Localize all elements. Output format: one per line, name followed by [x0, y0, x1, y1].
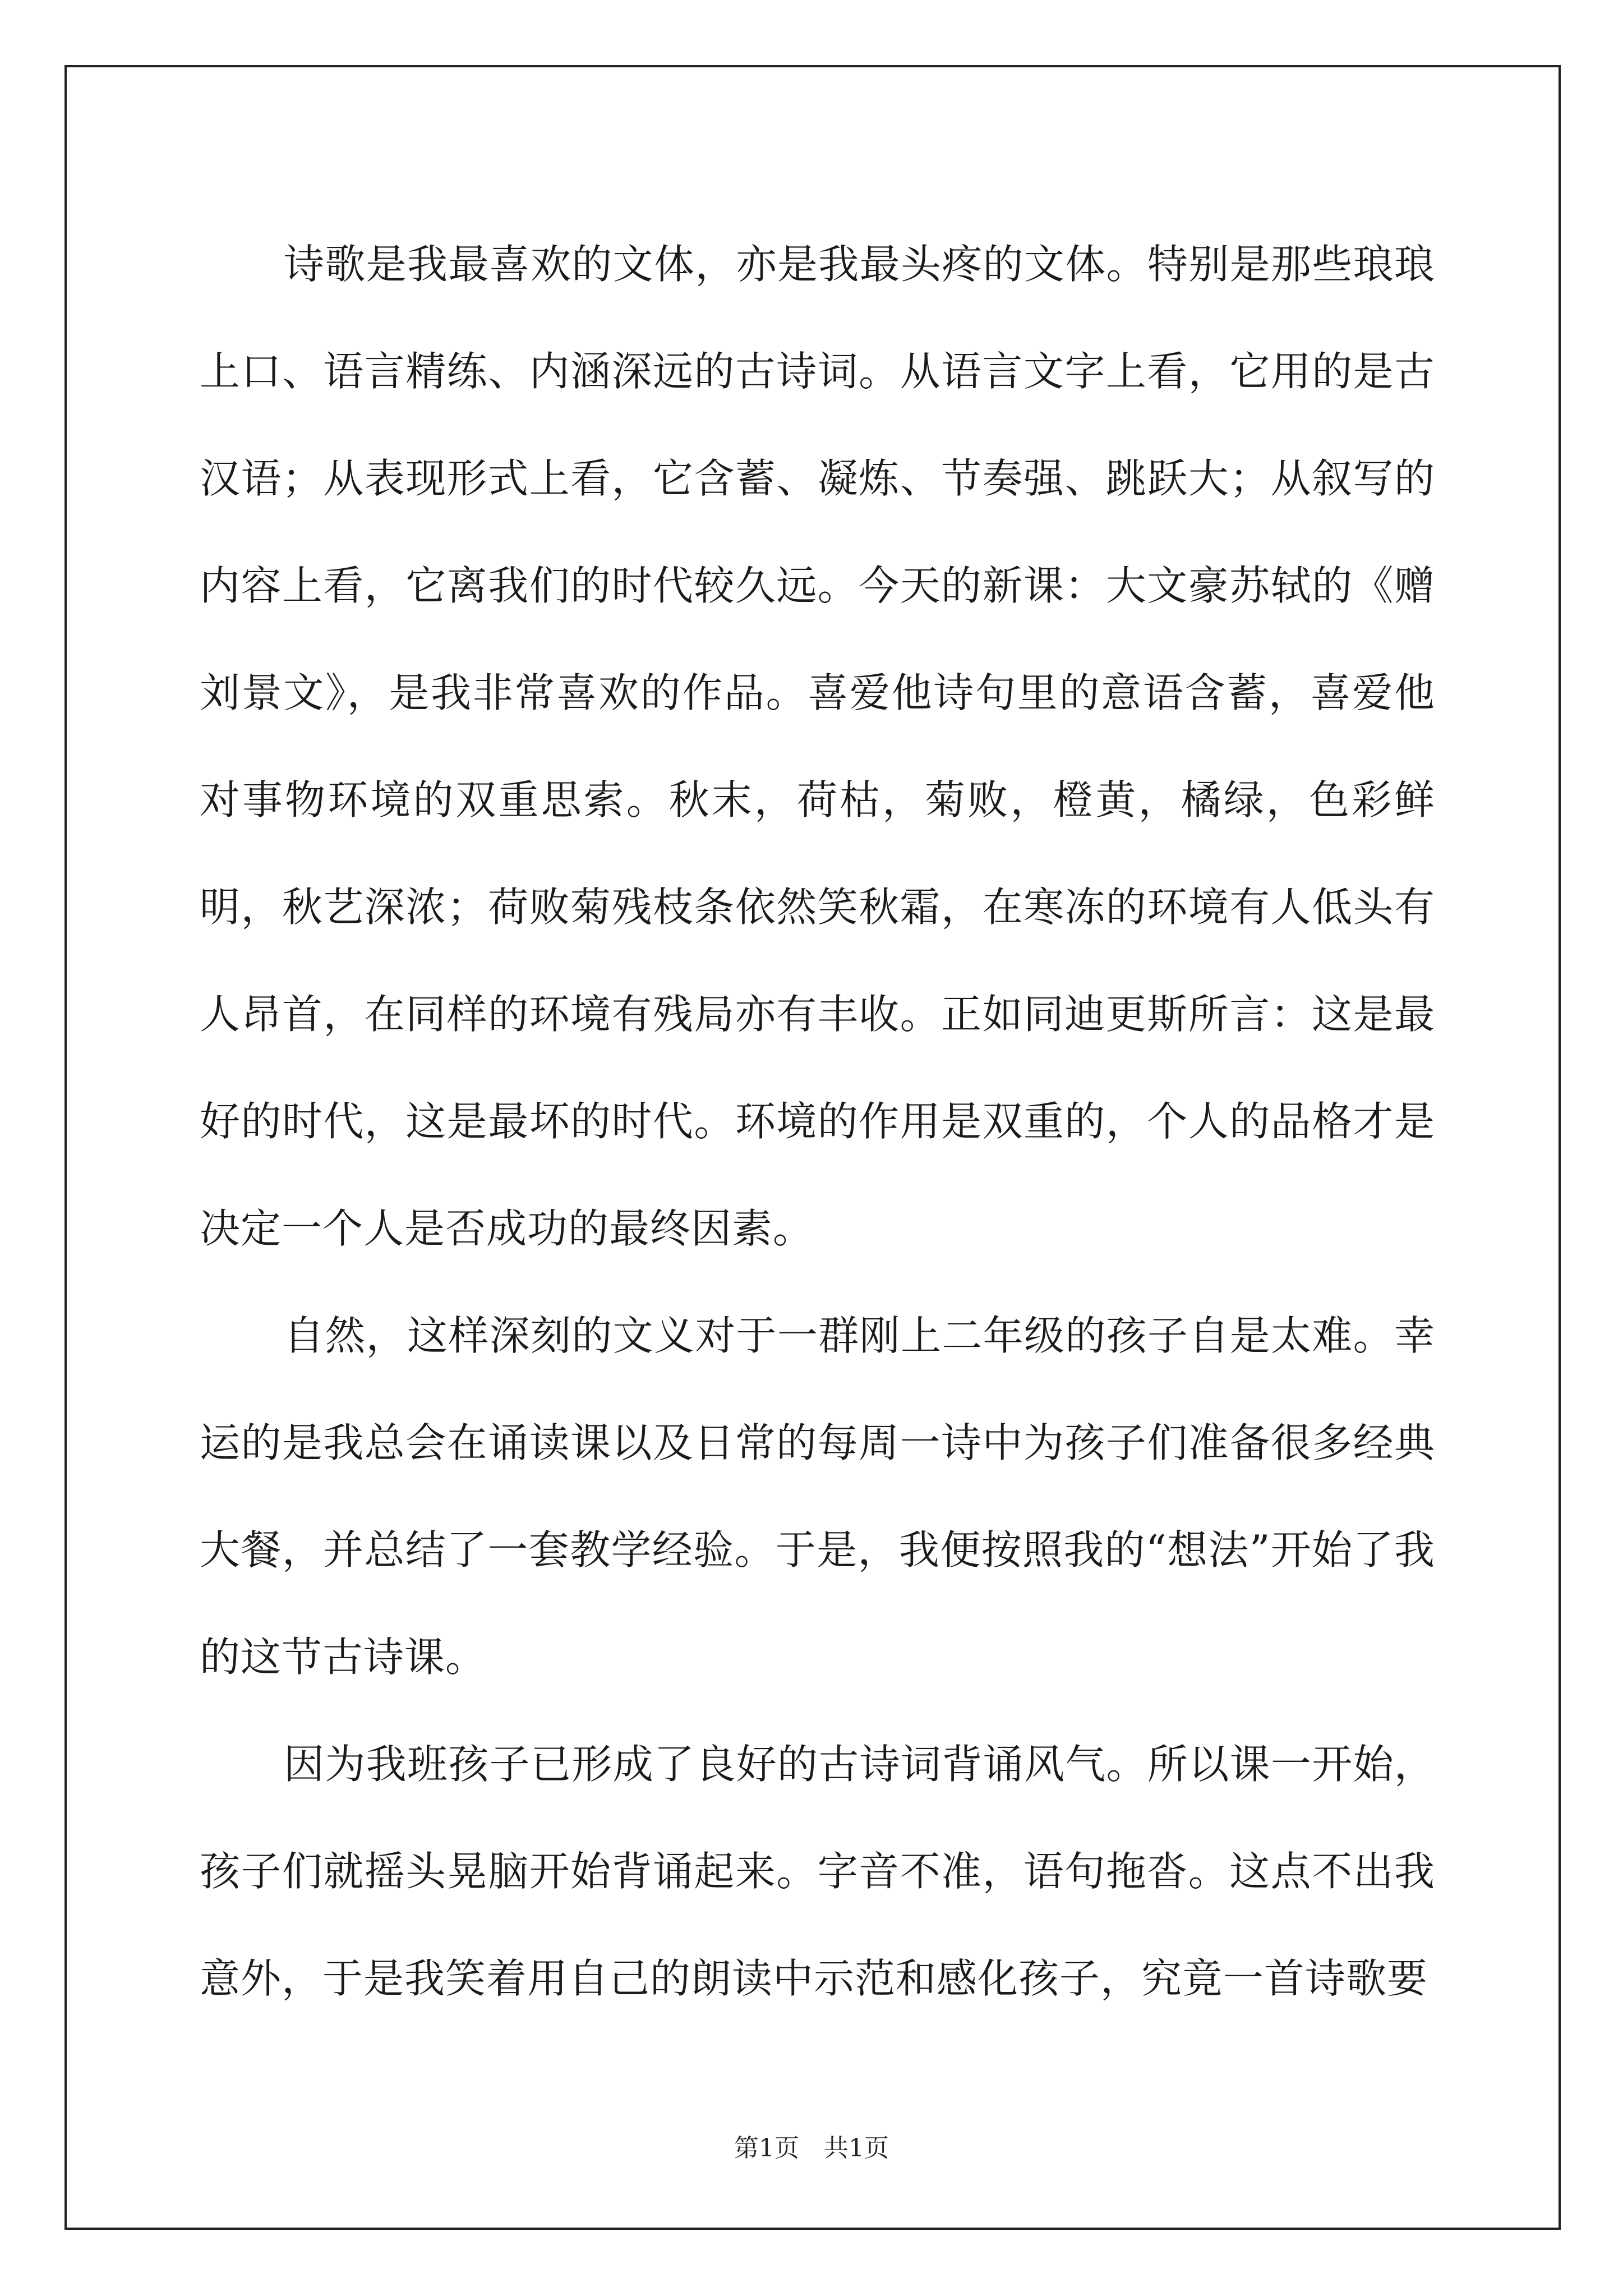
page-footer: 第1页 共1页: [734, 2134, 889, 2162]
paragraph-2: 自然，这样深刻的文义对于一群刚上二年级的孩子自是太难。幸运的是我总会在诵读课以及日常的每周一诗中为孩子们准备很多经典大餐，并总结了一套教学经验。于是，我便按照我的“想法”开始了我的这节古诗课。: [200, 1312, 1435, 1681]
document-body: [200, 211, 1435, 2032]
paragraph-3: 因为我班孩子已形成了良好的古诗词背诵风气。所以课一开始，孩子们就摇头晃脑开始背诵起来。字音不准，语句拖沓。这点不出我意外，于是我笑着用自己的朗读中示范和感化孩子，究竟一首诗歌要: [200, 1741, 1435, 2002]
paragraph-1: 诗歌是我最喜欢的文体，亦是我最头疼的文体。特别是那些琅琅上口、语言精练、内涵深远的古诗词。从语言文字上看，它用的是古汉语；从表现形式上看，它含蓄、凝炼、节奏强、跳跃大；从叙写的内容上看，它离我们的时代较久远。今天的新课：大文豪苏轼的《赠刘景文》，是我非常喜欢的作品。喜爱他诗句里的意语含蓄，喜爱他对事物环境的双重思索。秋末，荷枯，菊败，橙黄，橘绿，色彩鲜明，秋艺深浓；荷败菊残枝条依然笑秋霜，在寒冻的环境有人低头有人昂首，在同样的环境有残局亦有丰收。正如同迪更斯所言：这是最好的时代，这是最坏的时代。环境的作用是双重的，个人的品格才是决定一个人是否成功的最终因素。: [200, 241, 1435, 1252]
